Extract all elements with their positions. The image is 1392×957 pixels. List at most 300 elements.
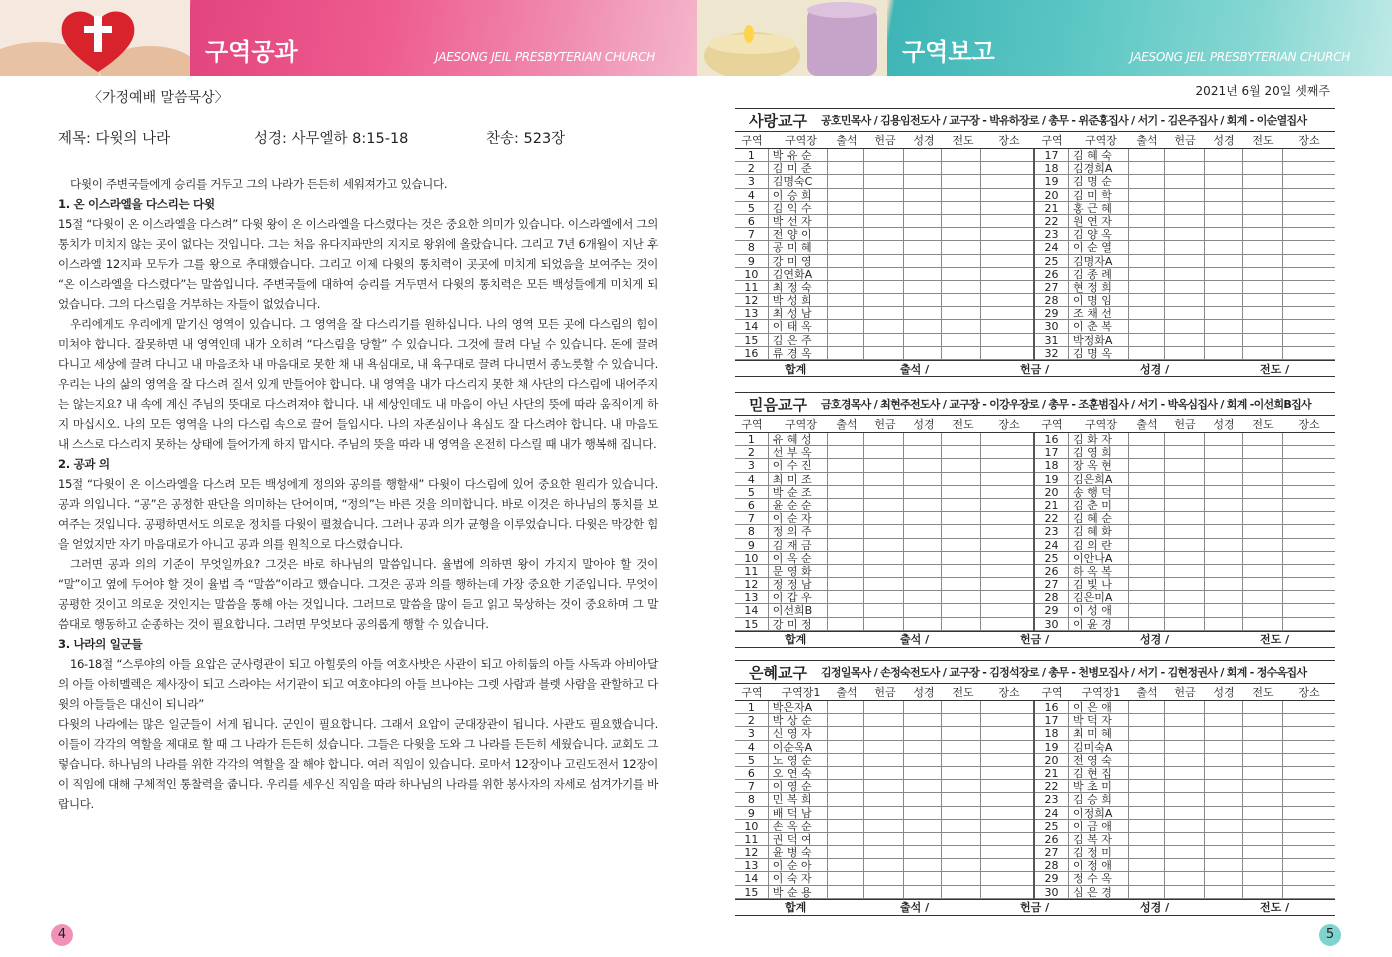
entry-cell[interactable] xyxy=(864,433,904,446)
entry-cell[interactable] xyxy=(1205,525,1243,538)
entry-cell[interactable] xyxy=(1243,833,1283,846)
entry-cell[interactable] xyxy=(864,473,904,486)
entry-cell[interactable] xyxy=(1165,215,1205,228)
entry-cell[interactable] xyxy=(864,320,904,333)
entry-cell[interactable] xyxy=(981,578,1033,591)
entry-cell[interactable] xyxy=(1129,754,1165,767)
entry-cell[interactable] xyxy=(1129,767,1165,780)
entry-cell[interactable] xyxy=(828,793,864,806)
entry-cell[interactable] xyxy=(828,215,864,228)
entry-cell[interactable] xyxy=(1283,833,1335,846)
entry-cell[interactable] xyxy=(1283,446,1335,459)
entry-cell[interactable] xyxy=(1205,591,1243,604)
entry-cell[interactable] xyxy=(1165,565,1205,578)
entry-cell[interactable] xyxy=(864,578,904,591)
entry-cell[interactable] xyxy=(942,525,982,538)
entry-cell[interactable] xyxy=(981,433,1033,446)
entry-cell[interactable] xyxy=(981,741,1033,754)
entry-cell[interactable] xyxy=(1283,859,1335,872)
entry-cell[interactable] xyxy=(942,727,982,740)
entry-cell[interactable] xyxy=(1129,741,1165,754)
entry-cell[interactable] xyxy=(1165,604,1205,617)
entry-cell[interactable] xyxy=(1165,833,1205,846)
entry-cell[interactable] xyxy=(1243,281,1283,294)
entry-cell[interactable] xyxy=(828,820,864,833)
entry-cell[interactable] xyxy=(1283,255,1335,268)
entry-cell[interactable] xyxy=(864,833,904,846)
entry-cell[interactable] xyxy=(981,886,1033,899)
entry-cell[interactable] xyxy=(828,175,864,188)
entry-cell[interactable] xyxy=(1129,539,1165,552)
entry-cell[interactable] xyxy=(1243,701,1283,714)
entry-cell[interactable] xyxy=(1129,499,1165,512)
entry-cell[interactable] xyxy=(1283,741,1335,754)
entry-cell[interactable] xyxy=(981,459,1033,472)
entry-cell[interactable] xyxy=(904,175,942,188)
entry-cell[interactable] xyxy=(1205,347,1243,360)
entry-cell[interactable] xyxy=(1165,268,1205,281)
entry-cell[interactable] xyxy=(1283,793,1335,806)
entry-cell[interactable] xyxy=(828,767,864,780)
entry-cell[interactable] xyxy=(1205,604,1243,617)
entry-cell[interactable] xyxy=(942,215,982,228)
entry-cell[interactable] xyxy=(981,486,1033,499)
entry-cell[interactable] xyxy=(904,872,942,885)
entry-cell[interactable] xyxy=(904,215,942,228)
entry-cell[interactable] xyxy=(1165,149,1205,162)
entry-cell[interactable] xyxy=(1205,578,1243,591)
entry-cell[interactable] xyxy=(942,334,982,347)
entry-cell[interactable] xyxy=(828,334,864,347)
entry-cell[interactable] xyxy=(828,833,864,846)
entry-cell[interactable] xyxy=(1283,281,1335,294)
entry-cell[interactable] xyxy=(828,859,864,872)
entry-cell[interactable] xyxy=(904,499,942,512)
entry-cell[interactable] xyxy=(1129,820,1165,833)
entry-cell[interactable] xyxy=(904,780,942,793)
entry-cell[interactable] xyxy=(1129,334,1165,347)
entry-cell[interactable] xyxy=(942,486,982,499)
entry-cell[interactable] xyxy=(981,189,1033,202)
entry-cell[interactable] xyxy=(1165,512,1205,525)
entry-cell[interactable] xyxy=(904,714,942,727)
entry-cell[interactable] xyxy=(864,604,904,617)
entry-cell[interactable] xyxy=(1243,727,1283,740)
entry-cell[interactable] xyxy=(864,754,904,767)
entry-cell[interactable] xyxy=(942,499,982,512)
entry-cell[interactable] xyxy=(1283,886,1335,899)
entry-cell[interactable] xyxy=(1129,714,1165,727)
entry-cell[interactable] xyxy=(1283,872,1335,885)
entry-cell[interactable] xyxy=(1243,189,1283,202)
entry-cell[interactable] xyxy=(981,793,1033,806)
entry-cell[interactable] xyxy=(1165,886,1205,899)
entry-cell[interactable] xyxy=(1243,767,1283,780)
entry-cell[interactable] xyxy=(904,202,942,215)
entry-cell[interactable] xyxy=(942,886,982,899)
entry-cell[interactable] xyxy=(864,334,904,347)
entry-cell[interactable] xyxy=(1243,215,1283,228)
entry-cell[interactable] xyxy=(904,320,942,333)
entry-cell[interactable] xyxy=(1165,486,1205,499)
entry-cell[interactable] xyxy=(1243,433,1283,446)
entry-cell[interactable] xyxy=(904,565,942,578)
entry-cell[interactable] xyxy=(981,539,1033,552)
entry-cell[interactable] xyxy=(942,618,982,631)
entry-cell[interactable] xyxy=(1205,701,1243,714)
entry-cell[interactable] xyxy=(1129,780,1165,793)
entry-cell[interactable] xyxy=(942,473,982,486)
entry-cell[interactable] xyxy=(864,539,904,552)
entry-cell[interactable] xyxy=(1205,473,1243,486)
entry-cell[interactable] xyxy=(1243,241,1283,254)
entry-cell[interactable] xyxy=(1205,793,1243,806)
entry-cell[interactable] xyxy=(1243,539,1283,552)
entry-cell[interactable] xyxy=(1283,334,1335,347)
entry-cell[interactable] xyxy=(942,539,982,552)
entry-cell[interactable] xyxy=(864,701,904,714)
entry-cell[interactable] xyxy=(864,846,904,859)
entry-cell[interactable] xyxy=(981,241,1033,254)
entry-cell[interactable] xyxy=(942,320,982,333)
entry-cell[interactable] xyxy=(904,162,942,175)
entry-cell[interactable] xyxy=(828,591,864,604)
entry-cell[interactable] xyxy=(1205,433,1243,446)
entry-cell[interactable] xyxy=(1205,255,1243,268)
entry-cell[interactable] xyxy=(981,175,1033,188)
entry-cell[interactable] xyxy=(1165,459,1205,472)
entry-cell[interactable] xyxy=(942,228,982,241)
entry-cell[interactable] xyxy=(828,241,864,254)
entry-cell[interactable] xyxy=(904,307,942,320)
entry-cell[interactable] xyxy=(864,347,904,360)
entry-cell[interactable] xyxy=(1129,833,1165,846)
entry-cell[interactable] xyxy=(904,727,942,740)
entry-cell[interactable] xyxy=(942,604,982,617)
entry-cell[interactable] xyxy=(828,228,864,241)
entry-cell[interactable] xyxy=(1283,512,1335,525)
entry-cell[interactable] xyxy=(981,820,1033,833)
entry-cell[interactable] xyxy=(1205,872,1243,885)
entry-cell[interactable] xyxy=(904,525,942,538)
entry-cell[interactable] xyxy=(1129,701,1165,714)
entry-cell[interactable] xyxy=(1243,175,1283,188)
entry-cell[interactable] xyxy=(864,175,904,188)
entry-cell[interactable] xyxy=(1205,565,1243,578)
entry-cell[interactable] xyxy=(981,281,1033,294)
entry-cell[interactable] xyxy=(864,268,904,281)
entry-cell[interactable] xyxy=(904,754,942,767)
entry-cell[interactable] xyxy=(1165,793,1205,806)
entry-cell[interactable] xyxy=(1243,473,1283,486)
entry-cell[interactable] xyxy=(942,565,982,578)
entry-cell[interactable] xyxy=(1165,714,1205,727)
entry-cell[interactable] xyxy=(904,255,942,268)
entry-cell[interactable] xyxy=(1243,202,1283,215)
entry-cell[interactable] xyxy=(904,701,942,714)
entry-cell[interactable] xyxy=(1129,307,1165,320)
entry-cell[interactable] xyxy=(828,149,864,162)
entry-cell[interactable] xyxy=(828,846,864,859)
entry-cell[interactable] xyxy=(1129,886,1165,899)
entry-cell[interactable] xyxy=(864,525,904,538)
entry-cell[interactable] xyxy=(828,486,864,499)
entry-cell[interactable] xyxy=(1283,604,1335,617)
entry-cell[interactable] xyxy=(1283,552,1335,565)
entry-cell[interactable] xyxy=(1165,807,1205,820)
entry-cell[interactable] xyxy=(1129,446,1165,459)
entry-cell[interactable] xyxy=(1205,446,1243,459)
entry-cell[interactable] xyxy=(828,294,864,307)
entry-cell[interactable] xyxy=(942,741,982,754)
entry-cell[interactable] xyxy=(828,618,864,631)
entry-cell[interactable] xyxy=(942,833,982,846)
entry-cell[interactable] xyxy=(828,604,864,617)
entry-cell[interactable] xyxy=(942,255,982,268)
entry-cell[interactable] xyxy=(864,807,904,820)
entry-cell[interactable] xyxy=(1283,149,1335,162)
entry-cell[interactable] xyxy=(828,255,864,268)
entry-cell[interactable] xyxy=(1283,202,1335,215)
entry-cell[interactable] xyxy=(828,727,864,740)
entry-cell[interactable] xyxy=(981,446,1033,459)
entry-cell[interactable] xyxy=(981,859,1033,872)
entry-cell[interactable] xyxy=(1205,552,1243,565)
entry-cell[interactable] xyxy=(981,833,1033,846)
entry-cell[interactable] xyxy=(1205,307,1243,320)
entry-cell[interactable] xyxy=(1205,618,1243,631)
entry-cell[interactable] xyxy=(828,499,864,512)
entry-cell[interactable] xyxy=(904,268,942,281)
entry-cell[interactable] xyxy=(1129,793,1165,806)
entry-cell[interactable] xyxy=(1165,846,1205,859)
entry-cell[interactable] xyxy=(1243,872,1283,885)
entry-cell[interactable] xyxy=(942,793,982,806)
entry-cell[interactable] xyxy=(1283,701,1335,714)
entry-cell[interactable] xyxy=(1165,294,1205,307)
entry-cell[interactable] xyxy=(1205,334,1243,347)
entry-cell[interactable] xyxy=(1165,281,1205,294)
entry-cell[interactable] xyxy=(1129,215,1165,228)
entry-cell[interactable] xyxy=(1205,486,1243,499)
entry-cell[interactable] xyxy=(1165,591,1205,604)
entry-cell[interactable] xyxy=(1205,820,1243,833)
entry-cell[interactable] xyxy=(828,886,864,899)
entry-cell[interactable] xyxy=(1129,846,1165,859)
entry-cell[interactable] xyxy=(864,281,904,294)
entry-cell[interactable] xyxy=(904,886,942,899)
entry-cell[interactable] xyxy=(828,433,864,446)
entry-cell[interactable] xyxy=(942,162,982,175)
entry-cell[interactable] xyxy=(864,741,904,754)
entry-cell[interactable] xyxy=(1243,446,1283,459)
entry-cell[interactable] xyxy=(1129,281,1165,294)
entry-cell[interactable] xyxy=(942,767,982,780)
entry-cell[interactable] xyxy=(981,780,1033,793)
entry-cell[interactable] xyxy=(1129,807,1165,820)
entry-cell[interactable] xyxy=(1165,189,1205,202)
entry-cell[interactable] xyxy=(1283,578,1335,591)
entry-cell[interactable] xyxy=(1129,859,1165,872)
entry-cell[interactable] xyxy=(1205,886,1243,899)
entry-cell[interactable] xyxy=(1129,591,1165,604)
entry-cell[interactable] xyxy=(1205,162,1243,175)
entry-cell[interactable] xyxy=(942,714,982,727)
entry-cell[interactable] xyxy=(904,578,942,591)
entry-cell[interactable] xyxy=(1243,334,1283,347)
entry-cell[interactable] xyxy=(1283,618,1335,631)
entry-cell[interactable] xyxy=(1243,525,1283,538)
entry-cell[interactable] xyxy=(981,552,1033,565)
entry-cell[interactable] xyxy=(828,307,864,320)
entry-cell[interactable] xyxy=(1283,525,1335,538)
entry-cell[interactable] xyxy=(1129,294,1165,307)
entry-cell[interactable] xyxy=(981,872,1033,885)
entry-cell[interactable] xyxy=(1129,162,1165,175)
entry-cell[interactable] xyxy=(1283,459,1335,472)
entry-cell[interactable] xyxy=(864,591,904,604)
entry-cell[interactable] xyxy=(1165,334,1205,347)
entry-cell[interactable] xyxy=(942,294,982,307)
entry-cell[interactable] xyxy=(828,268,864,281)
entry-cell[interactable] xyxy=(828,565,864,578)
entry-cell[interactable] xyxy=(1129,268,1165,281)
entry-cell[interactable] xyxy=(1165,820,1205,833)
entry-cell[interactable] xyxy=(904,552,942,565)
entry-cell[interactable] xyxy=(828,714,864,727)
entry-cell[interactable] xyxy=(1283,591,1335,604)
entry-cell[interactable] xyxy=(1283,727,1335,740)
entry-cell[interactable] xyxy=(981,334,1033,347)
entry-cell[interactable] xyxy=(828,741,864,754)
entry-cell[interactable] xyxy=(1129,228,1165,241)
entry-cell[interactable] xyxy=(1283,820,1335,833)
entry-cell[interactable] xyxy=(828,189,864,202)
entry-cell[interactable] xyxy=(1165,741,1205,754)
entry-cell[interactable] xyxy=(942,189,982,202)
entry-cell[interactable] xyxy=(942,149,982,162)
entry-cell[interactable] xyxy=(904,833,942,846)
entry-cell[interactable] xyxy=(1243,859,1283,872)
entry-cell[interactable] xyxy=(981,149,1033,162)
entry-cell[interactable] xyxy=(1165,727,1205,740)
entry-cell[interactable] xyxy=(981,268,1033,281)
entry-cell[interactable] xyxy=(1243,591,1283,604)
entry-cell[interactable] xyxy=(864,202,904,215)
entry-cell[interactable] xyxy=(942,446,982,459)
entry-cell[interactable] xyxy=(1165,307,1205,320)
entry-cell[interactable] xyxy=(942,307,982,320)
entry-cell[interactable] xyxy=(1129,255,1165,268)
entry-cell[interactable] xyxy=(1283,307,1335,320)
entry-cell[interactable] xyxy=(1205,780,1243,793)
entry-cell[interactable] xyxy=(864,793,904,806)
entry-cell[interactable] xyxy=(942,552,982,565)
entry-cell[interactable] xyxy=(904,228,942,241)
entry-cell[interactable] xyxy=(1205,859,1243,872)
entry-cell[interactable] xyxy=(981,202,1033,215)
entry-cell[interactable] xyxy=(981,512,1033,525)
entry-cell[interactable] xyxy=(1205,268,1243,281)
entry-cell[interactable] xyxy=(1165,754,1205,767)
entry-cell[interactable] xyxy=(904,539,942,552)
entry-cell[interactable] xyxy=(1283,162,1335,175)
entry-cell[interactable] xyxy=(1243,228,1283,241)
entry-cell[interactable] xyxy=(828,162,864,175)
entry-cell[interactable] xyxy=(1205,767,1243,780)
entry-cell[interactable] xyxy=(1205,228,1243,241)
entry-cell[interactable] xyxy=(981,807,1033,820)
entry-cell[interactable] xyxy=(981,215,1033,228)
entry-cell[interactable] xyxy=(1243,512,1283,525)
entry-cell[interactable] xyxy=(864,727,904,740)
entry-cell[interactable] xyxy=(904,446,942,459)
entry-cell[interactable] xyxy=(864,255,904,268)
entry-cell[interactable] xyxy=(1129,512,1165,525)
entry-cell[interactable] xyxy=(1243,793,1283,806)
entry-cell[interactable] xyxy=(1243,846,1283,859)
entry-cell[interactable] xyxy=(864,307,904,320)
entry-cell[interactable] xyxy=(904,859,942,872)
entry-cell[interactable] xyxy=(942,591,982,604)
entry-cell[interactable] xyxy=(981,525,1033,538)
entry-cell[interactable] xyxy=(1283,215,1335,228)
entry-cell[interactable] xyxy=(1283,714,1335,727)
entry-cell[interactable] xyxy=(864,228,904,241)
entry-cell[interactable] xyxy=(1165,618,1205,631)
entry-cell[interactable] xyxy=(1283,780,1335,793)
entry-cell[interactable] xyxy=(1243,459,1283,472)
entry-cell[interactable] xyxy=(1129,727,1165,740)
entry-cell[interactable] xyxy=(1129,604,1165,617)
entry-cell[interactable] xyxy=(904,512,942,525)
entry-cell[interactable] xyxy=(942,512,982,525)
entry-cell[interactable] xyxy=(981,499,1033,512)
entry-cell[interactable] xyxy=(1129,578,1165,591)
entry-cell[interactable] xyxy=(981,604,1033,617)
entry-cell[interactable] xyxy=(942,701,982,714)
entry-cell[interactable] xyxy=(864,241,904,254)
entry-cell[interactable] xyxy=(828,872,864,885)
entry-cell[interactable] xyxy=(1243,255,1283,268)
entry-cell[interactable] xyxy=(942,820,982,833)
entry-cell[interactable] xyxy=(828,473,864,486)
entry-cell[interactable] xyxy=(1165,552,1205,565)
entry-cell[interactable] xyxy=(1205,833,1243,846)
entry-cell[interactable] xyxy=(904,486,942,499)
entry-cell[interactable] xyxy=(1283,499,1335,512)
entry-cell[interactable] xyxy=(1129,241,1165,254)
entry-cell[interactable] xyxy=(864,859,904,872)
entry-cell[interactable] xyxy=(1205,499,1243,512)
entry-cell[interactable] xyxy=(1165,578,1205,591)
entry-cell[interactable] xyxy=(942,281,982,294)
entry-cell[interactable] xyxy=(1165,320,1205,333)
entry-cell[interactable] xyxy=(1205,512,1243,525)
entry-cell[interactable] xyxy=(1129,175,1165,188)
entry-cell[interactable] xyxy=(942,202,982,215)
entry-cell[interactable] xyxy=(864,552,904,565)
entry-cell[interactable] xyxy=(828,347,864,360)
entry-cell[interactable] xyxy=(904,433,942,446)
entry-cell[interactable] xyxy=(1165,499,1205,512)
entry-cell[interactable] xyxy=(828,552,864,565)
entry-cell[interactable] xyxy=(1205,202,1243,215)
entry-cell[interactable] xyxy=(1165,859,1205,872)
entry-cell[interactable] xyxy=(942,459,982,472)
entry-cell[interactable] xyxy=(864,459,904,472)
entry-cell[interactable] xyxy=(1165,202,1205,215)
